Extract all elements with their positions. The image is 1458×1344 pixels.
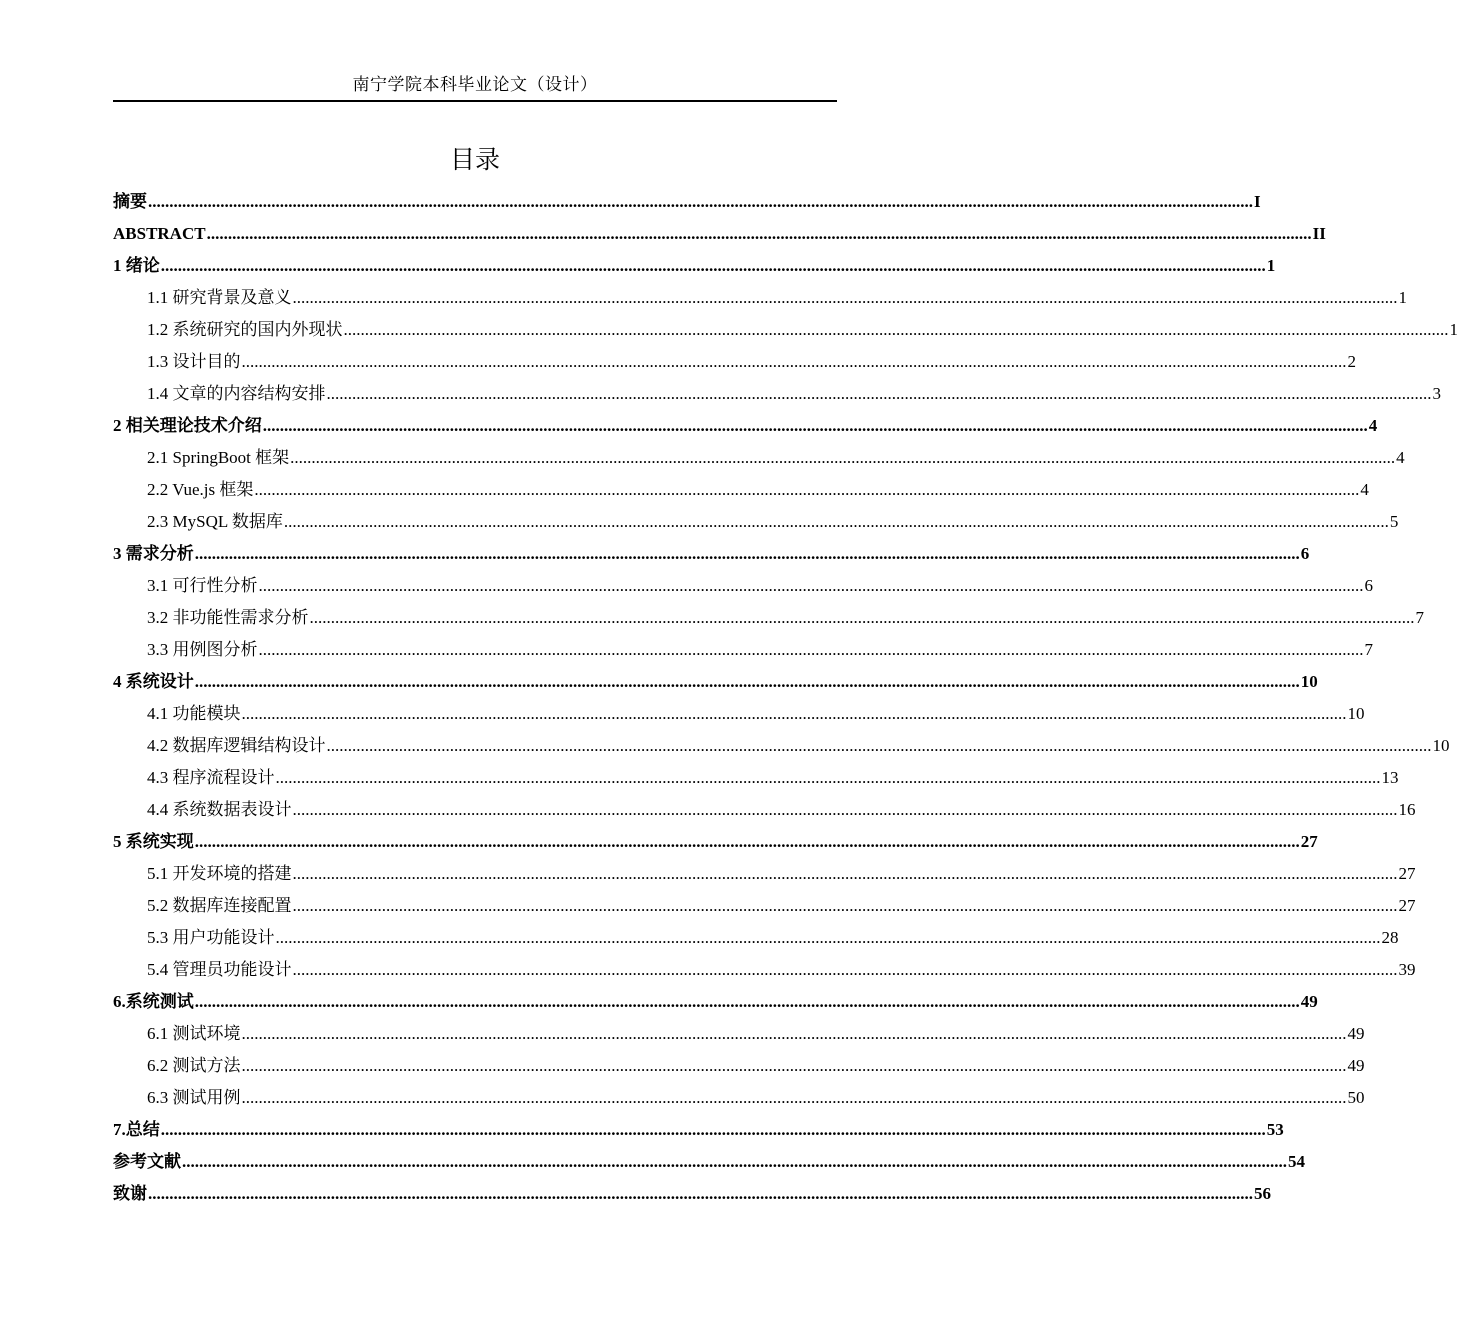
toc-entry-page: 50 bbox=[1347, 1088, 1365, 1107]
toc-leader-dots: .................................................................................................................................................................................................................................................................... bbox=[326, 384, 1432, 403]
toc-entry-label: 4.4 系统数据表设计 bbox=[147, 800, 292, 819]
toc-entry-label: 2 相关理论技术介绍 bbox=[113, 416, 262, 435]
toc-entry-page: 49 bbox=[1300, 992, 1318, 1011]
toc-leader-dots: .................................................................................................................................................................................................................................................................... bbox=[241, 1056, 1347, 1075]
toc-entry-page: 27 bbox=[1398, 864, 1416, 883]
toc-entry-page: 4 bbox=[1360, 480, 1369, 499]
toc-entry[interactable] bbox=[113, 282, 1407, 314]
toc-entry[interactable] bbox=[113, 186, 1261, 218]
toc-entry-label: 5.1 开发环境的搭建 bbox=[147, 864, 292, 883]
toc-entry-page: 49 bbox=[1347, 1056, 1365, 1075]
toc-entry-label: 摘要 bbox=[113, 192, 147, 211]
toc-leader-dots: .................................................................................................................................................................................................................................................................... bbox=[148, 1184, 1253, 1203]
toc-entry-label: 3 需求分析 bbox=[113, 544, 194, 563]
toc-entry[interactable] bbox=[113, 410, 1378, 442]
toc-leader-dots: .................................................................................................................................................................................................................................................................... bbox=[283, 512, 1389, 531]
toc-leader-dots: .................................................................................................................................................................................................................................................................... bbox=[309, 608, 1415, 627]
toc-entry-label: 1.2 系统研究的国内外现状 bbox=[147, 320, 343, 339]
toc-entry[interactable] bbox=[113, 762, 1399, 794]
toc-title: 目录 bbox=[449, 145, 500, 174]
toc-entry[interactable] bbox=[113, 922, 1399, 954]
toc-leader-dots: .................................................................................................................................................................................................................................................................... bbox=[275, 768, 1381, 787]
toc-leader-dots: .................................................................................................................................................................................................................................................................... bbox=[275, 928, 1381, 947]
toc-entry[interactable] bbox=[113, 250, 1276, 282]
toc-entry-page: 4 bbox=[1368, 416, 1378, 435]
toc-entry[interactable] bbox=[113, 314, 1458, 346]
toc-leader-dots: .................................................................................................................................................................................................................................................................... bbox=[241, 1088, 1347, 1107]
toc-entry[interactable] bbox=[113, 794, 1416, 826]
toc-entry-label: 2.1 SpringBoot 框架 bbox=[147, 448, 290, 467]
toc-leader-dots: .................................................................................................................................................................................................................................................................... bbox=[292, 288, 1398, 307]
toc-entry[interactable] bbox=[113, 1146, 1305, 1178]
toc-entry[interactable] bbox=[113, 378, 1441, 410]
page-header: 南宁学院本科毕业论文（设计） bbox=[352, 75, 598, 94]
toc-entry-label: 致谢 bbox=[113, 1184, 147, 1203]
toc-entry[interactable] bbox=[113, 890, 1416, 922]
toc-entry[interactable] bbox=[113, 506, 1399, 538]
toc-entry-label: 2.2 Vue.js 框架 bbox=[147, 480, 254, 499]
toc-entry-page: 10 bbox=[1347, 704, 1365, 723]
toc-entry-page: 39 bbox=[1398, 960, 1416, 979]
toc-entry[interactable] bbox=[113, 826, 1318, 858]
toc-entry-label: 6.3 测试用例 bbox=[147, 1088, 241, 1107]
toc-entry-label: 4.2 数据库逻辑结构设计 bbox=[147, 736, 326, 755]
toc-leader-dots: .................................................................................................................................................................................................................................................................... bbox=[194, 544, 1300, 563]
toc-leader-dots: .................................................................................................................................................................................................................................................................... bbox=[258, 640, 1364, 659]
toc-entry-page: 2 bbox=[1347, 352, 1356, 371]
toc-entry-page: 27 bbox=[1398, 896, 1416, 915]
toc-leader-dots: .................................................................................................................................................................................................................................................................... bbox=[241, 1024, 1347, 1043]
toc-entry-label: 4.1 功能模块 bbox=[147, 704, 241, 723]
toc-entry[interactable] bbox=[113, 666, 1318, 698]
toc-entry[interactable] bbox=[113, 1114, 1284, 1146]
toc-entry-label: 5.2 数据库连接配置 bbox=[147, 896, 292, 915]
toc-entry-label: 3.1 可行性分析 bbox=[147, 576, 258, 595]
toc-leader-dots: .................................................................................................................................................................................................................................................................... bbox=[292, 960, 1398, 979]
toc-entry-label: 参考文献 bbox=[113, 1152, 181, 1171]
toc-entry-label: 5 系统实现 bbox=[113, 832, 194, 851]
toc-leader-dots: .................................................................................................................................................................................................................................................................... bbox=[148, 192, 1253, 211]
toc-leader-dots: .................................................................................................................................................................................................................................................................... bbox=[254, 480, 1360, 499]
toc-entry[interactable] bbox=[113, 218, 1326, 250]
toc-entry-label: 6.1 测试环境 bbox=[147, 1024, 241, 1043]
toc-entry-label: 1 绪论 bbox=[113, 256, 160, 275]
toc-leader-dots: .................................................................................................................................................................................................................................................................... bbox=[326, 736, 1432, 755]
toc-entry[interactable] bbox=[113, 730, 1450, 762]
toc-entry[interactable] bbox=[113, 634, 1373, 666]
table-of-contents bbox=[113, 186, 1458, 1210]
toc-entry-label: 5.3 用户功能设计 bbox=[147, 928, 275, 947]
toc-entry[interactable] bbox=[113, 1082, 1365, 1114]
toc-entry[interactable] bbox=[113, 346, 1356, 378]
toc-entry-page: 28 bbox=[1381, 928, 1399, 947]
toc-entry-label: 1.3 设计目的 bbox=[147, 352, 241, 371]
toc-entry-label: 3.2 非功能性需求分析 bbox=[147, 608, 309, 627]
toc-entry-label: 1.4 文章的内容结构安排 bbox=[147, 384, 326, 403]
toc-entry-page: 5 bbox=[1389, 512, 1399, 531]
toc-entry[interactable] bbox=[113, 538, 1310, 570]
toc-entry-label: 2.3 MySQL 数据库 bbox=[147, 512, 283, 531]
toc-entry-page: 1 bbox=[1449, 320, 1458, 339]
toc-leader-dots: .................................................................................................................................................................................................................................................................... bbox=[206, 224, 1312, 243]
toc-entry[interactable] bbox=[113, 1018, 1365, 1050]
toc-entry-page: 53 bbox=[1266, 1120, 1284, 1139]
toc-entry-page: 54 bbox=[1288, 1152, 1305, 1171]
toc-leader-dots: .................................................................................................................................................................................................................................................................... bbox=[343, 320, 1449, 339]
toc-leader-dots: .................................................................................................................................................................................................................................................................... bbox=[241, 352, 1347, 371]
toc-leader-dots: .................................................................................................................................................................................................................................................................... bbox=[194, 992, 1300, 1011]
toc-entry-page: 27 bbox=[1300, 832, 1318, 851]
toc-entry[interactable] bbox=[113, 986, 1318, 1018]
toc-entry-page: 6 bbox=[1364, 576, 1373, 595]
toc-leader-dots: .................................................................................................................................................................................................................................................................... bbox=[292, 864, 1398, 883]
toc-leader-dots: .................................................................................................................................................................................................................................................................... bbox=[290, 448, 1396, 467]
toc-entry[interactable] bbox=[113, 1178, 1271, 1210]
toc-entry-page: I bbox=[1254, 192, 1261, 211]
toc-entry-page: 7 bbox=[1364, 640, 1373, 659]
header-divider bbox=[113, 100, 837, 102]
toc-leader-dots: .................................................................................................................................................................................................................................................................... bbox=[292, 896, 1398, 915]
toc-entry-label: 6.2 测试方法 bbox=[147, 1056, 241, 1075]
toc-entry-page: 49 bbox=[1347, 1024, 1365, 1043]
toc-leader-dots: .................................................................................................................................................................................................................................................................... bbox=[160, 1120, 1266, 1139]
toc-entry-page: 1 bbox=[1266, 256, 1276, 275]
toc-entry-label: 6.系统测试 bbox=[113, 992, 194, 1011]
toc-entry[interactable] bbox=[113, 698, 1365, 730]
toc-entry-label: ABSTRACT bbox=[113, 224, 206, 243]
toc-entry-page: 13 bbox=[1381, 768, 1399, 787]
toc-leader-dots: .................................................................................................................................................................................................................................................................... bbox=[258, 576, 1364, 595]
toc-entry-page: 10 bbox=[1300, 672, 1318, 691]
toc-entry-label: 1.1 研究背景及意义 bbox=[147, 288, 292, 307]
toc-entry-label: 3.3 用例图分析 bbox=[147, 640, 258, 659]
toc-entry-page: 4 bbox=[1396, 448, 1405, 467]
toc-entry-page: 3 bbox=[1432, 384, 1441, 403]
toc-leader-dots: .................................................................................................................................................................................................................................................................... bbox=[182, 1152, 1287, 1171]
toc-leader-dots: .................................................................................................................................................................................................................................................................... bbox=[194, 832, 1300, 851]
toc-entry-page: 1 bbox=[1398, 288, 1407, 307]
toc-leader-dots: .................................................................................................................................................................................................................................................................... bbox=[262, 416, 1368, 435]
toc-entry-label: 7.总结 bbox=[113, 1120, 160, 1139]
toc-entry[interactable] bbox=[113, 570, 1373, 602]
toc-entry[interactable] bbox=[113, 954, 1416, 986]
toc-entry-page: 56 bbox=[1254, 1184, 1271, 1203]
toc-leader-dots: .................................................................................................................................................................................................................................................................... bbox=[194, 672, 1300, 691]
toc-entry-label: 4 系统设计 bbox=[113, 672, 194, 691]
toc-entry[interactable] bbox=[113, 1050, 1365, 1082]
toc-entry-page: 16 bbox=[1398, 800, 1416, 819]
toc-entry-page: II bbox=[1312, 224, 1326, 243]
toc-leader-dots: .................................................................................................................................................................................................................................................................... bbox=[241, 704, 1347, 723]
toc-leader-dots: .................................................................................................................................................................................................................................................................... bbox=[160, 256, 1266, 275]
toc-entry[interactable] bbox=[113, 442, 1405, 474]
toc-entry[interactable] bbox=[113, 858, 1416, 890]
toc-entry[interactable] bbox=[113, 474, 1369, 506]
toc-entry-page: 6 bbox=[1300, 544, 1310, 563]
toc-entry[interactable] bbox=[113, 602, 1424, 634]
toc-entry-page: 10 bbox=[1432, 736, 1450, 755]
toc-leader-dots: .................................................................................................................................................................................................................................................................... bbox=[292, 800, 1398, 819]
toc-entry-label: 5.4 管理员功能设计 bbox=[147, 960, 292, 979]
toc-entry-page: 7 bbox=[1415, 608, 1424, 627]
toc-entry-label: 4.3 程序流程设计 bbox=[147, 768, 275, 787]
